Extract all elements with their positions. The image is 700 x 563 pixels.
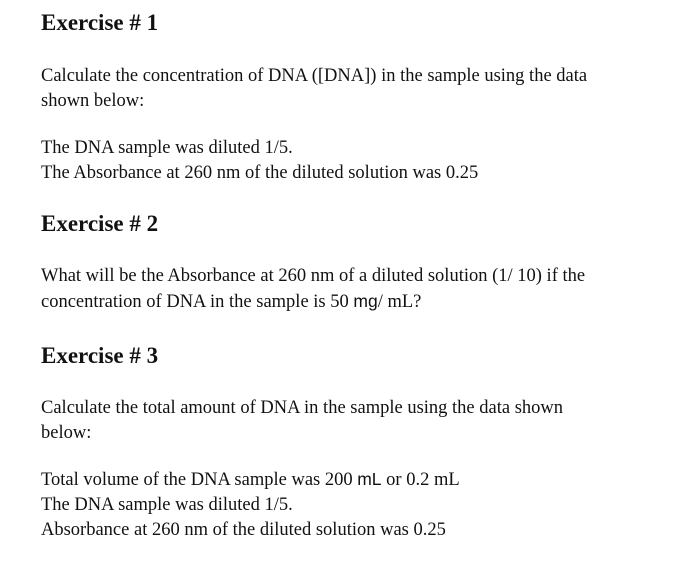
exercise-2-question [41, 264, 681, 315]
exercise-2-question-line-1: What will be the Absorbance at 260 nm of a diluted solution (1/ 10) if the [41, 266, 586, 286]
exercise-2-question-line-2-end: / mL? [377, 292, 422, 312]
exercise-3-data-line-1-end: or 0.2 mL [381, 470, 460, 490]
exercise-3-title: Exercise # 3 [41, 343, 159, 368]
exercise-3-data-line-2: The DNA sample was diluted 1/5. [41, 495, 293, 515]
exercise-1-title: Exercise # 1 [41, 10, 159, 35]
exercise-2-unit-mg: mg [353, 291, 378, 311]
exercise-3-question-line-1: Calculate the total amount of DNA in the sample using the data shown [41, 398, 564, 418]
exercise-1-question-line-2: shown below: [41, 91, 145, 111]
exercise-1-data [41, 136, 681, 186]
exercise-3-data-line-3: Absorbance at 260 nm of the diluted solution was 0.25 [41, 520, 446, 540]
exercise-1-data-line-1: The DNA sample was diluted 1/5. [41, 138, 293, 158]
exercise-3-data-line-1 [41, 467, 681, 493]
exercise-3-data [41, 467, 681, 543]
exercise-2-question-line-2 [41, 289, 681, 315]
exercise-1-question-line-1: Calculate the concentration of DNA ([DNA]) in the sample using the data [41, 66, 588, 86]
exercise-1-data-line-2: The Absorbance at 260 nm of the diluted solution was 0.25 [41, 163, 479, 183]
exercise-3-question-line-2: below: [41, 423, 92, 443]
exercise-3-question [41, 396, 681, 446]
exercise-2-question-line-2-text: concentration of DNA in the sample is 50 [41, 292, 354, 312]
exercise-2-title: Exercise # 2 [41, 211, 159, 236]
exercise-1-question [41, 64, 681, 114]
exercise-3-data-line-1-text: Total volume of the DNA sample was 200 [41, 470, 358, 490]
exercise-3-unit-ml: mL [357, 469, 382, 489]
